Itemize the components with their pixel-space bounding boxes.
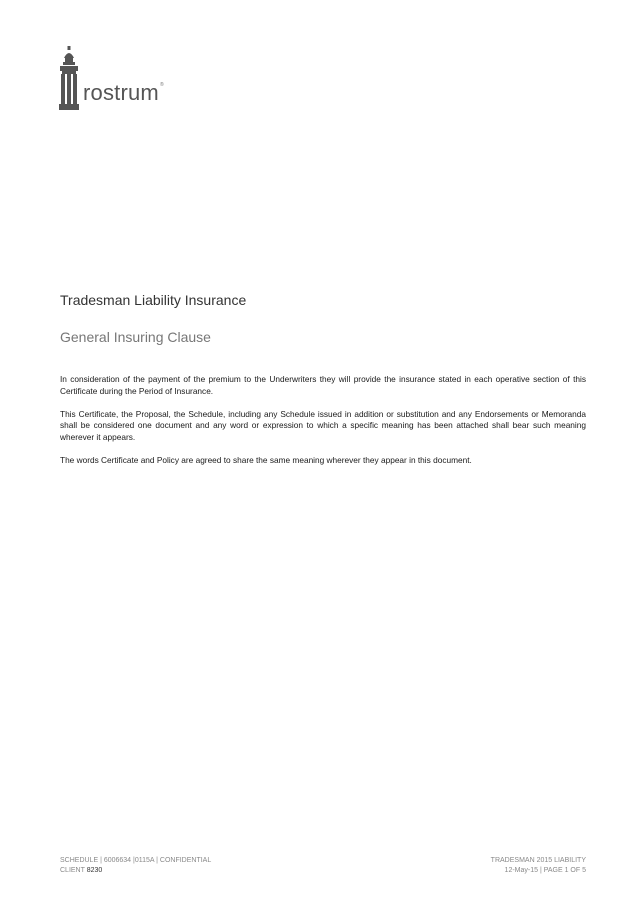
footer-schedule-ref: SCHEDULE | 6006634 |0115A | CONFIDENTIAL: [60, 857, 212, 864]
rostrum-column-icon: [58, 46, 80, 110]
registered-mark: ®: [159, 82, 164, 88]
clause-paragraph: The words Certificate and Policy are agreed to share the same meaning wherever they appear in this document.: [60, 454, 472, 465]
clause-body: [60, 374, 586, 478]
clause-paragraph: In consideration of the payment of the premium to the Underwriters they will provide the insurance stated in each operative section of this Certificate during the Period of Insurance.: [60, 374, 586, 396]
footer-date-page: 12-May-15 | PAGE 1 OF 5: [504, 867, 586, 874]
section-heading: General Insuring Clause: [60, 329, 211, 345]
rostrum-logo: [58, 46, 164, 110]
brand-name: rostrum: [83, 80, 159, 105]
footer-product: TRADESMAN 2015 LIABILITY: [490, 857, 586, 864]
footer-left: [60, 856, 211, 876]
footer-client-label: CLIENT: [60, 867, 85, 874]
footer-client: [60, 866, 211, 876]
clause-paragraph: This Certificate, the Proposal, the Schedule, including any Schedule issued in addition or substitution and any Endorsements or Memoranda shall be considered one document and any word or expression to which a specific meaning has been attached shall bear such meaning wherever it appears.: [60, 408, 586, 442]
document-title: Tradesman Liability Insurance: [60, 292, 247, 308]
footer-client-number: 8230: [86, 867, 103, 874]
footer-right: [491, 856, 586, 876]
